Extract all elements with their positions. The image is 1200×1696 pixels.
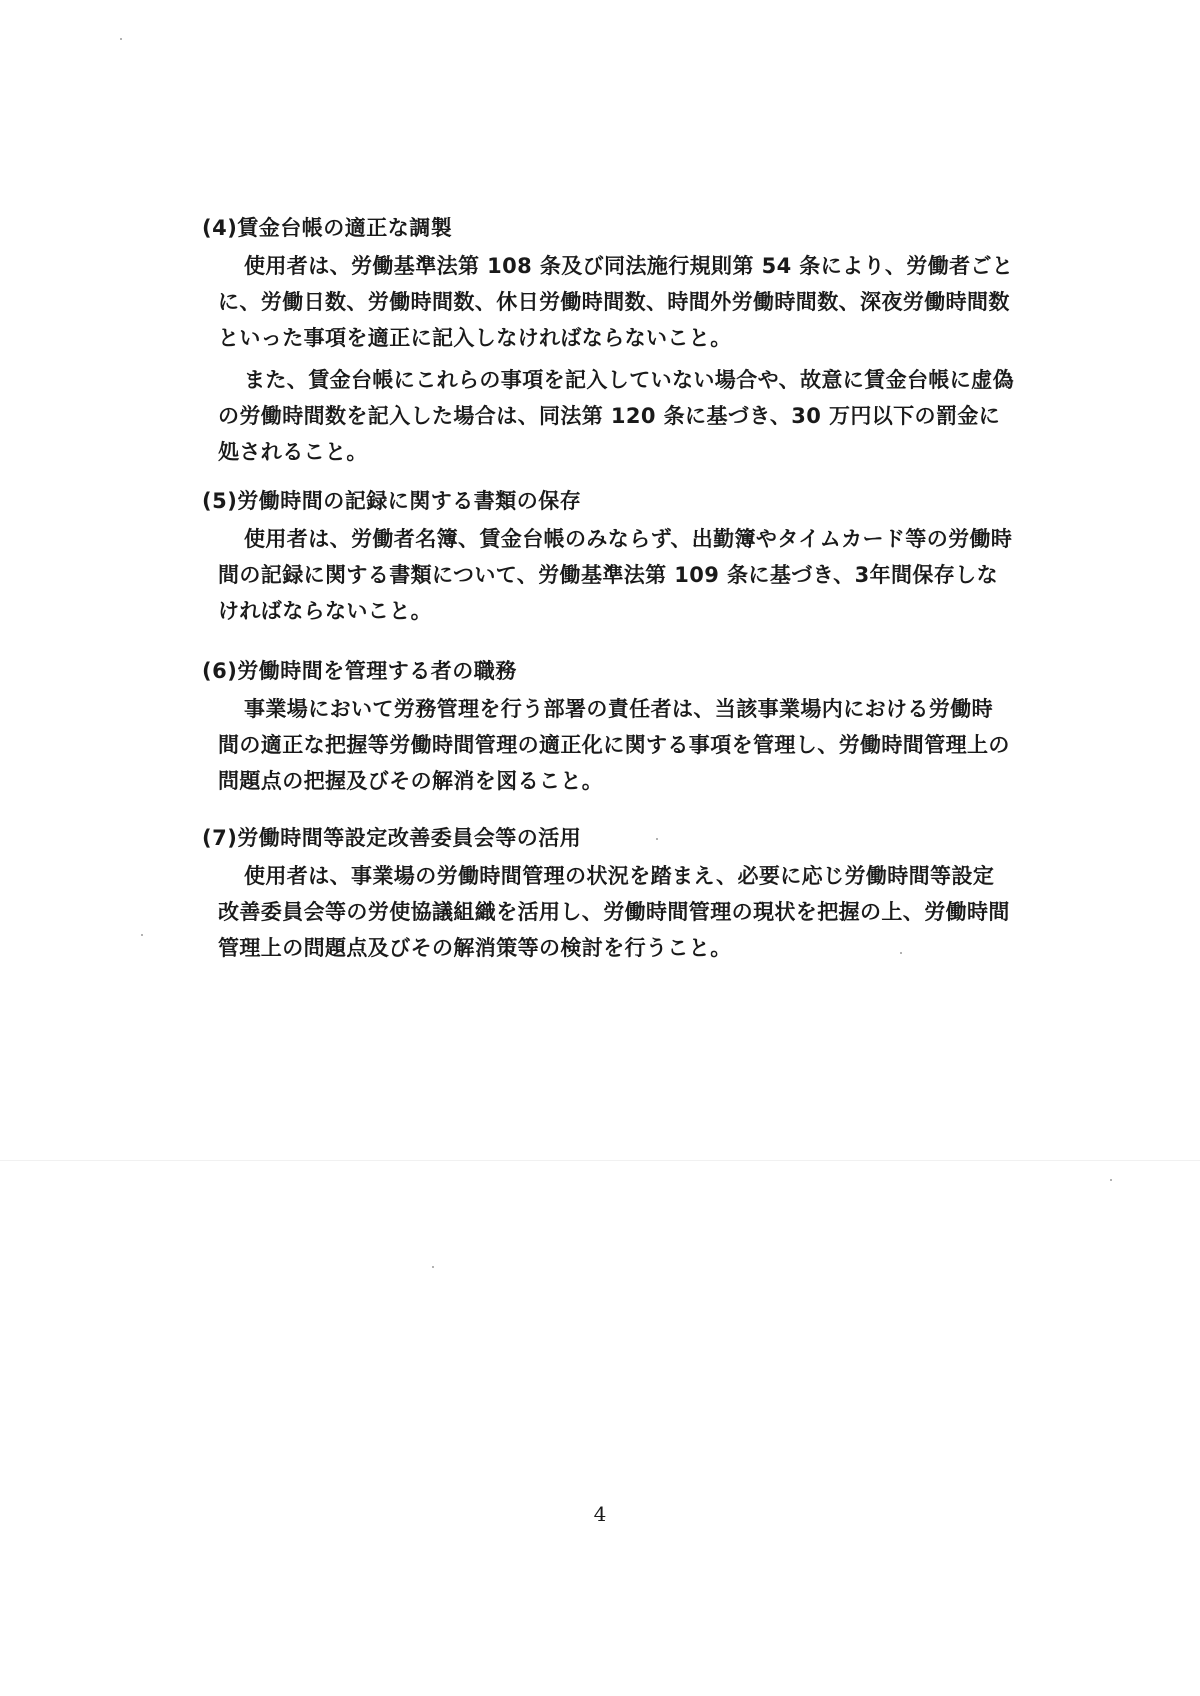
section-heading: (4)賃金台帳の適正な調製 (202, 216, 453, 240)
section-4 (202, 214, 1014, 470)
section-paragraph: 使用者は、労働基準法第 108 条及び同法施行規則第 54 条により、労働者ごとに、労働日数、労働時間数、休日労働時間数、時間外労働時間数、深夜労働時間数といった事項を適正に記入しなければならないこと。 (218, 254, 1014, 350)
section-5 (202, 487, 1014, 629)
section-heading: (6)労働時間を管理する者の職務 (202, 659, 517, 683)
scan-speck (432, 1266, 434, 1268)
scan-fold-line (0, 1160, 1200, 1161)
scan-speck (120, 38, 122, 40)
section-7 (202, 824, 1014, 966)
scan-speck (656, 838, 658, 840)
page-number: 4 (593, 1502, 607, 1526)
section-paragraph: 使用者は、事業場の労働時間管理の状況を踏まえ、必要に応じ労働時間等設定改善委員会等の労使協議組織を活用し、労働時間管理の現状を把握の上、労働時間管理上の問題点及びその解消策等の検討を行うこと。 (218, 864, 1010, 960)
scan-speck (900, 952, 902, 954)
section-paragraph: また、賃金台帳にこれらの事項を記入していない場合や、故意に賃金台帳に虚偽の労働時間数を記入した場合は、同法第 120 条に基づき、30 万円以下の罰金に処されること。 (218, 368, 1014, 464)
section-paragraph: 事業場において労務管理を行う部署の責任者は、当該事業場内における労働時間の適正な把握等労働時間管理の適正化に関する事項を管理し、労働時間管理上の問題点の把握及びその解消を図ること。 (218, 697, 1010, 793)
scan-speck (1110, 1179, 1112, 1181)
scan-speck (141, 934, 143, 936)
section-paragraph: 使用者は、労働者名簿、賃金台帳のみならず、出勤簿やタイムカード等の労働時間の記録に関する書類について、労働基準法第 109 条に基づき、3年間保存しなければならないこと。 (218, 527, 1013, 623)
section-heading: (5)労働時間の記録に関する書類の保存 (202, 489, 582, 513)
section-6 (202, 657, 1014, 799)
section-heading: (7)労働時間等設定改善委員会等の活用 (202, 826, 582, 850)
